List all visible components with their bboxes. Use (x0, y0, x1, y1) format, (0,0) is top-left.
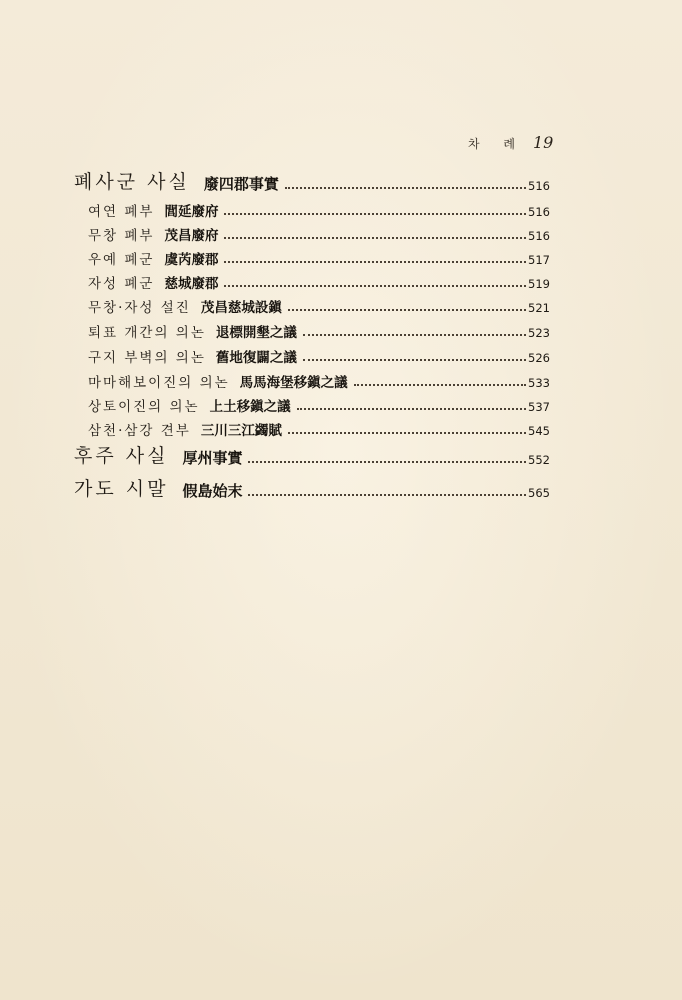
dot-leader (248, 494, 526, 496)
toc-entry-korean: 후주 사실 (74, 445, 169, 467)
toc-entry-korean: 마마해보이진의 의논 (88, 375, 230, 391)
dot-leader (224, 213, 526, 215)
toc-entry-hanja: 假島始末 (182, 482, 243, 500)
toc-entry (0, 244, 682, 268)
toc-entry-korean: 가도 시말 (74, 478, 169, 500)
dot-leader (288, 432, 526, 434)
toc-entry-korean: 자성 폐군 (88, 276, 155, 292)
page-number: 19 (533, 133, 554, 152)
toc-entry-korean: 우예 폐군 (88, 252, 155, 268)
toc-entry (0, 170, 682, 194)
toc-entry (0, 477, 682, 501)
toc-entry-page: 533 (528, 376, 550, 390)
dot-leader (224, 237, 526, 239)
dot-leader (224, 261, 526, 263)
toc-entry-page: 545 (528, 424, 550, 438)
toc-entry (0, 268, 682, 292)
dot-leader (285, 187, 526, 189)
toc-entry-korean: 상토이진의 의논 (88, 399, 200, 415)
toc-entry (0, 220, 682, 244)
toc-entry-hanja: 虞芮廢郡 (164, 252, 219, 268)
toc-entry-hanja: 廢四郡事實 (203, 175, 279, 193)
toc-entry-page: 521 (528, 301, 550, 315)
toc-entry-hanja: 上土移鎭之議 (209, 399, 291, 415)
toc-entry-hanja: 退標開墾之議 (215, 325, 297, 341)
toc-entry (0, 444, 682, 468)
toc-entry (0, 292, 682, 316)
toc-entry-korean: 삼천·삼강 견부 (88, 423, 191, 439)
toc-entry-page: 517 (528, 253, 550, 267)
toc-entry-page: 526 (528, 351, 550, 365)
toc-entry-korean: 무창 폐부 (88, 228, 155, 244)
toc-entry-hanja: 茂昌慈城設鎭 (200, 300, 282, 316)
toc-entry-hanja: 慈城廢郡 (164, 276, 219, 292)
toc-entry-hanja: 閭延廢府 (164, 204, 219, 220)
dot-leader (303, 359, 526, 361)
dot-leader (303, 334, 526, 336)
toc-entry-page: 516 (528, 205, 550, 219)
dot-leader (224, 285, 526, 287)
dot-leader (288, 309, 526, 311)
toc-entry-hanja: 三川三江蠲賦 (200, 423, 282, 439)
toc-entry-korean: 퇴표 개간의 의논 (88, 325, 206, 341)
toc-entry-korean: 구지 부벽의 의논 (88, 350, 206, 366)
toc-entry-hanja: 厚州事實 (182, 449, 243, 467)
dot-leader (248, 461, 526, 463)
toc-entry-page: 523 (528, 326, 550, 340)
toc-entry (0, 317, 682, 341)
toc-entry-page: 565 (528, 486, 550, 500)
toc-entry (0, 196, 682, 220)
toc-entry-page: 537 (528, 400, 550, 414)
toc-entry (0, 342, 682, 366)
toc-entry-korean: 여연 폐부 (88, 204, 155, 220)
toc-entry-page: 519 (528, 277, 550, 291)
toc-entry-page: 516 (528, 179, 550, 193)
toc-entry (0, 367, 682, 391)
toc-entry-hanja: 馬馬海堡移鎭之議 (239, 375, 348, 391)
toc-entry (0, 391, 682, 415)
running-head-title: 차 례 (468, 137, 525, 151)
toc-entry (0, 415, 682, 439)
toc-entry-korean: 폐사군 사실 (74, 171, 190, 193)
toc-entry-hanja: 茂昌廢府 (164, 228, 219, 244)
toc-entry-page: 516 (528, 229, 550, 243)
toc-entry-page: 552 (528, 453, 550, 467)
toc-entry-korean: 무창·자성 설진 (88, 300, 191, 316)
dot-leader (354, 384, 526, 386)
running-head (468, 133, 553, 152)
dot-leader (297, 408, 526, 410)
toc-entry-hanja: 舊地復闢之議 (215, 350, 297, 366)
